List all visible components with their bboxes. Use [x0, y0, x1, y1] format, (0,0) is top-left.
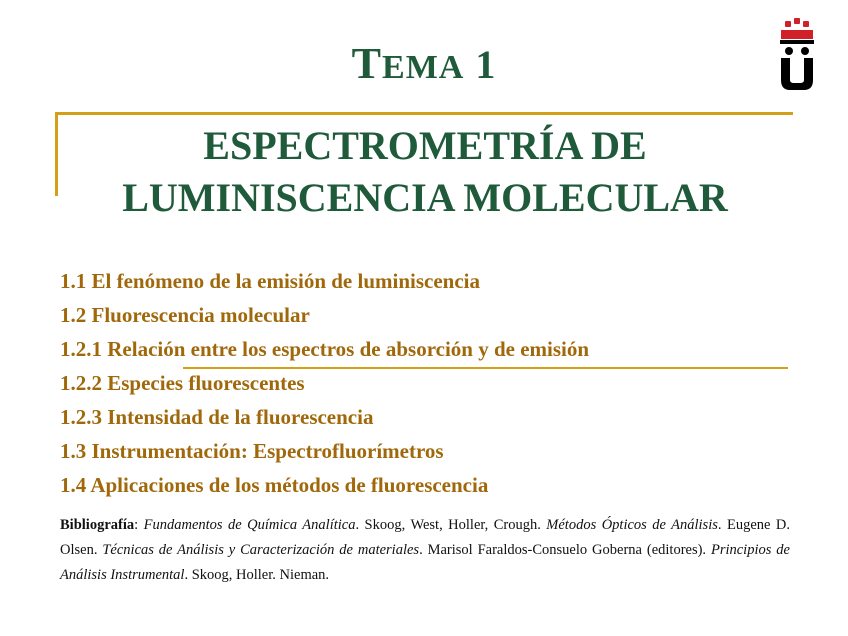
toc-item: 1.2 Fluorescencia molecular	[60, 303, 310, 327]
bibliography-title: Técnicas de Análisis y Caracterización de materiales	[102, 542, 420, 558]
bibliography-separator: :	[134, 517, 144, 533]
toc-item: 1.1 El fenómeno de la emisión de luminiscencia	[60, 269, 480, 293]
university-logo	[778, 18, 816, 90]
title-line-1: ESPECTROMETRÍA DE	[203, 123, 647, 168]
bibliography-title: Métodos Ópticos de Análisis	[546, 517, 718, 533]
bibliography	[60, 513, 790, 588]
bibliography-text: . Skoog, West, Holler, Crough.	[355, 517, 547, 533]
bibliography-text: . Eugene D. Olsen.	[60, 517, 790, 558]
bibliography-title: Fundamentos de Química Analítica	[143, 517, 356, 533]
slide-heading	[0, 38, 848, 89]
slide-title	[60, 120, 790, 224]
toc-item: 1.3 Instrumentación: Espectrofluorímetros	[60, 439, 444, 463]
title-frame-left-rule	[55, 112, 58, 196]
bibliography-title: Principios de Análisis Instrumental	[60, 542, 790, 583]
heading-initial: T	[351, 39, 383, 88]
heading-number: 1	[475, 42, 497, 87]
toc-item: 1.2.2 Especies fluorescentes	[60, 371, 305, 395]
title-line-2: LUMINISCENCIA MOLECULAR	[122, 175, 728, 220]
bibliography-label: Bibliografía	[60, 517, 135, 533]
bibliography-text: . Marisol Faraldos-Consuelo Goberna (editores).	[419, 542, 711, 558]
toc-item: 1.2.3 Intensidad de la fluorescencia	[60, 405, 374, 429]
toc-item: 1.2.1 Relación entre los espectros de absorción y de emisión	[60, 337, 590, 361]
heading-rest: EMA	[382, 49, 465, 86]
table-of-contents	[60, 264, 589, 502]
title-frame-top-rule	[55, 112, 793, 115]
toc-item: 1.4 Aplicaciones de los métodos de fluorescencia	[60, 473, 489, 497]
bibliography-text: . Skoog, Holler. Nieman.	[184, 567, 330, 583]
toc-divider-rule	[183, 367, 788, 369]
